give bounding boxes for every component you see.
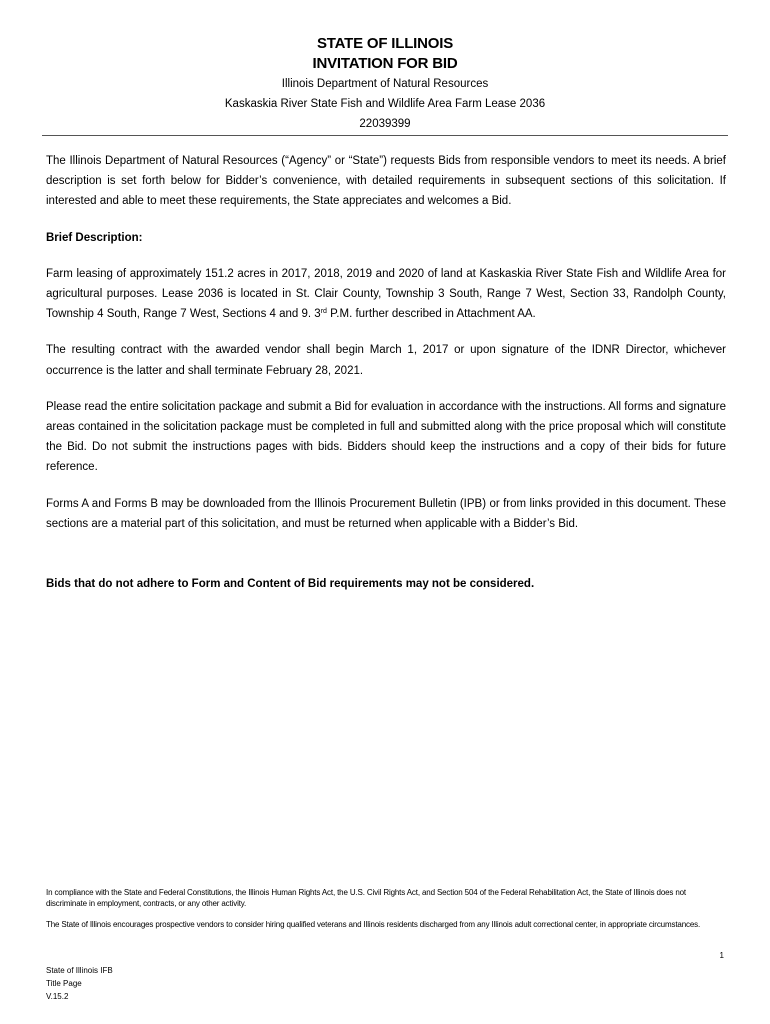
footer-meta-line-1: State of Illinois IFB [46,966,113,975]
footer-meta-line-3: V.15.2 [46,992,69,1001]
footer-meta [46,964,113,1003]
document-title: INVITATION FOR BID [312,55,458,72]
ordinal-superscript: rd [320,308,327,316]
title-divider [42,135,728,136]
contract-term-paragraph: The resulting contract with the awarded vendor shall begin March 1, 2017 or upon signature of the IDNR Director, whichever occurrence is the latter and shall terminate February 28, 2021. [46,344,726,377]
state-title: STATE OF ILLINOIS [316,35,454,52]
brief-description-text-end: P.M. further described in Attachment AA. [326,308,536,321]
body-text [46,151,726,594]
brief-description-paragraph [46,264,726,325]
bid-requirements-notice: Bids that do not adhere to Form and Content of Bid requirements may not be considered. [46,578,535,591]
instructions-paragraph: Please read the entire solicitation package and submit a Bid for evaluation in accordance with the instructions. All forms and signature areas contained in the solicitation package must be completed in full and submitted along with the price proposal which will constitute the Bid. Do not submit the instructions pages with bids. Bidders should keep the instructions and a copy of their bids for future reference. [46,400,726,474]
title-block [42,34,728,134]
forms-paragraph: Forms A and Forms B may be downloaded from the Illinois Procurement Bulletin (IPB) or from links provided in this document. These sections are a material part of this solicitation, and must be returned when applicable with a Bidder’s Bid. [46,497,726,530]
footer-meta-line-2: Title Page [46,979,82,988]
brief-description-heading: Brief Description: [46,231,143,244]
veterans-statement: The State of Illinois encourages prospective vendors to consider hiring qualified veterans and Illinois residents discharged from any Illinois adult correctional center, in appropriate circumstances. [46,920,701,929]
project-name: Kaskaskia River State Fish and Wildlife Area Farm Lease 2036 [224,98,546,110]
brief-description-text: Farm leasing of approximately 151.2 acres in 2017, 2018, 2019 and 2020 of land at Kaskaskia River State Fish and Wildlife Area for agricultural purposes. Lease 2036 is located in St. Clair County, Township 3 South, Range 7 West, Section 33, Randolph County, Township 4 South, Range 7 West, Sections 4 and 9. 3 [46,267,726,321]
compliance-statement: In compliance with the State and Federal Constitutions, the Illinois Human Rights Act, the U.S. Civil Rights Act, and Section 504 of the Federal Rehabilitation Act, the State of Illinois does not discriminate in employment, contracts, or any other activity. [46,888,687,908]
page-number: 1 [719,951,724,960]
agency-name: Illinois Department of Natural Resources [281,78,489,90]
footer-notes [46,887,728,940]
intro-paragraph: The Illinois Department of Natural Resources (“Agency” or “State”) requests Bids from responsible vendors to meet its needs. A brief description is set forth below for Bidder’s convenience, with detailed requirements in subsequent sections of this solicitation. If interested and able to meet these requirements, the State appreciates and welcomes a Bid. [46,155,726,208]
solicitation-number: 22039399 [359,118,411,130]
